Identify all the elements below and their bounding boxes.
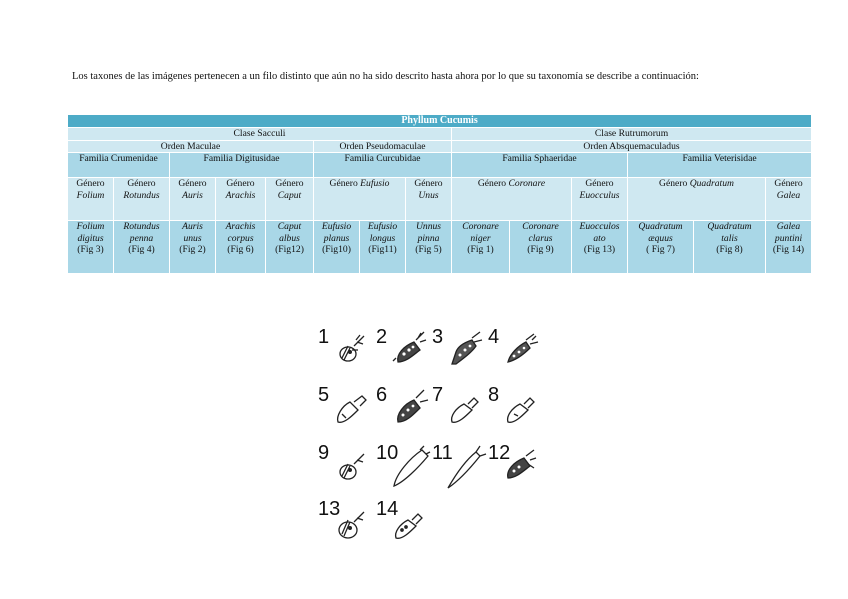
family-digitusidae: Familia Digitusidae [170,153,314,178]
figure-number: 6 [376,384,388,406]
phylum-header: Phyllum Cucumis [68,115,812,128]
figure-number: 11 [432,442,453,464]
specimen-drawing-icon [390,386,432,430]
figure-number: 2 [376,326,388,348]
family-veterisidae: Familia Veterisidae [628,153,812,178]
genus-quadratum: Género Quadratum [628,178,766,221]
species-cell: Arachis corpus (Fig 6) [216,221,266,274]
specimen-drawing-icon [446,386,488,430]
figure-12 [488,442,546,494]
figure-number: 7 [432,384,444,406]
species-cell: Galea puntini (Fig 14) [766,221,812,274]
species-cell: Auris unus (Fig 2) [170,221,216,274]
family-crumenidae: Familia Crumenidae [68,153,170,178]
figure-number: 5 [318,384,330,406]
figure-5 [318,384,376,436]
order-pseudomaculae: Orden Pseudomaculae [314,140,452,153]
family-sphaeridae: Familia Sphaeridae [452,153,628,178]
genus-rotundus: Género Rotundus [114,178,170,221]
species-cell: Unnus pinna (Fig 5) [406,221,452,274]
figure-14 [376,498,434,550]
figure-4 [488,326,546,378]
taxonomy-table [67,114,812,274]
figure-number: 12 [488,442,511,464]
figure-number: 10 [376,442,399,464]
class-sacculi: Clase Sacculi [68,128,452,141]
figure-2 [376,326,434,378]
species-cell: Eufusio planus (Fig10) [314,221,360,274]
specimen-drawing-icon [502,444,544,488]
genus-unus: Género Unus [406,178,452,221]
figure-number: 4 [488,326,500,348]
figure-number: 1 [318,326,330,348]
figure-number: 9 [318,442,330,464]
figure-11 [432,442,490,494]
family-curcubidae: Familia Curcubidae [314,153,452,178]
order-maculae: Orden Maculae [68,140,314,153]
specimen-drawing-icon [332,444,374,488]
genus-eufusio: Género Eufusio [314,178,406,221]
species-cell: Rotundus penna (Fig 4) [114,221,170,274]
species-cell: Caput albus (Fig12) [266,221,314,274]
specimen-drawing-icon [390,328,432,372]
figure-6 [376,384,434,436]
figure-1 [318,326,376,378]
specimen-drawing-icon [502,386,544,430]
genus-euocculus: Género Euocculus [572,178,628,221]
figure-3 [432,326,490,378]
genus-caput: Género Caput [266,178,314,221]
specimen-drawing-icon [332,328,374,372]
specimen-drawing-icon [446,444,488,488]
figure-9 [318,442,376,494]
specimen-figures [312,318,552,550]
figure-number: 3 [432,326,444,348]
species-cell: Euocculos ato (Fig 13) [572,221,628,274]
intro-paragraph: Los taxones de las imágenes pertenecen a un filo distinto que aún no ha sido descrito hasta ahora por lo que su taxonomía se describe a continuación: [72,71,699,82]
specimen-drawing-icon [502,328,544,372]
figure-number: 14 [376,498,399,520]
species-cell: Quadratum talis (Fig 8) [694,221,766,274]
species-cell: Eufusio longus (Fig11) [360,221,406,274]
figure-number: 8 [488,384,500,406]
species-cell: Coronare clarus (Fig 9) [510,221,572,274]
genus-arachis: Género Arachis [216,178,266,221]
species-cell: Quadratum æquus ( Fig 7) [628,221,694,274]
figure-10 [376,442,434,494]
figure-8 [488,384,546,436]
class-rutrumorum: Clase Rutrumorum [452,128,812,141]
figure-7 [432,384,490,436]
genus-auris: Género Auris [170,178,216,221]
specimen-drawing-icon [332,386,374,430]
genus-folium: Género Folium [68,178,114,221]
figure-13 [318,498,376,550]
genus-coronare: Género Coronare [452,178,572,221]
species-cell: Folium digitus (Fig 3) [68,221,114,274]
specimen-drawing-icon [390,444,432,488]
genus-galea: Género Galea [766,178,812,221]
specimen-drawing-icon [446,328,488,372]
order-absquemaculadus: Orden Absquemaculadus [452,140,812,153]
species-cell: Coronare niger (Fig 1) [452,221,510,274]
specimen-drawing-icon [332,500,374,544]
figure-number: 13 [318,498,341,520]
specimen-drawing-icon [390,500,432,544]
